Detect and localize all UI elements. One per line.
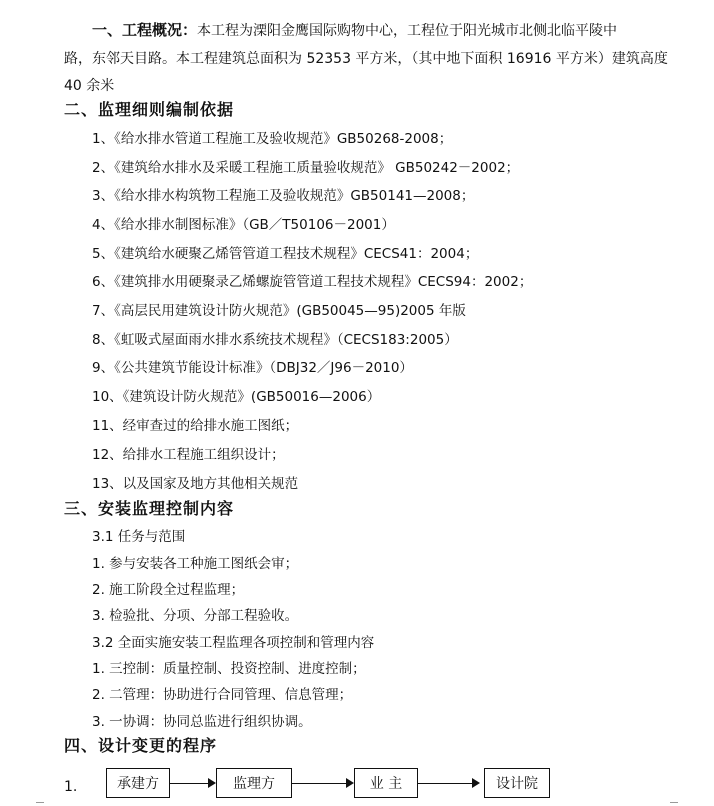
basis-item-1: 1、《给水排水管道工程施工及验收规范》GB50268-2008； <box>92 131 453 147</box>
basis-item-9: 9、《公共建筑节能设计标准》（DBJ32／J96－2010） <box>92 360 413 376</box>
flow-step-contractor: 承建方 <box>106 768 170 798</box>
basis-item-11: 11、经审查过的给排水施工图纸； <box>92 418 299 434</box>
page-corner-mark-left <box>36 802 44 803</box>
page-corner-mark-right <box>670 802 678 803</box>
basis-item-12: 12、给排水工程施工组织设计； <box>92 447 285 463</box>
control-item-3: 3. 一协调：协同总监进行组织协调。 <box>92 714 312 730</box>
basis-item-8: 8、《虹吸式屋面雨水排水系统技术规程》（CECS183:2005） <box>92 332 458 348</box>
overview-line-1 <box>92 20 617 41</box>
scope-item-2: 2. 施工阶段全过程监理； <box>92 582 245 598</box>
flow-arrowhead-1 <box>208 778 216 788</box>
flow-arrow-2 <box>292 783 352 784</box>
subsection-3-1-title: 3.1 任务与范围 <box>92 529 186 545</box>
basis-item-6: 6、《建筑排水用硬聚录乙烯螺旋管管道工程技术规程》CECS94：2002； <box>92 274 533 290</box>
flow-arrowhead-2 <box>346 778 354 788</box>
flow-step-supervisor: 监理方 <box>216 768 292 798</box>
flow-number: 1. <box>64 779 78 795</box>
control-item-1: 1. 三控制：质量控制、投资控制、进度控制； <box>92 661 366 677</box>
basis-item-13: 13、以及国家及地方其他相关规范 <box>92 476 299 492</box>
basis-item-2: 2、《建筑给水排水及采暖工程施工质量验收规范》 GB50242－2002； <box>92 160 520 176</box>
overview-title: 一、工程概况： <box>92 21 198 39</box>
basis-item-7: 7、《高层民用建筑设计防火规范》(GB50045—95)2005 年版 <box>92 303 466 319</box>
subsection-3-2-title: 3.2 全面实施安装工程监理各项控制和管理内容 <box>92 635 375 651</box>
scope-item-1: 1. 参与安装各工种施工图纸会审； <box>92 556 299 572</box>
section-2-heading: 二、监理细则编制依据 <box>64 100 235 119</box>
flow-step-design-institute: 设计院 <box>484 768 550 798</box>
overview-line-2: 路，东邻天目路。本工程建筑总面积为 52353 平方米，（其中地下面积 16916 平方米）建筑高度 <box>64 51 668 67</box>
flow-arrow-3 <box>418 783 478 784</box>
basis-item-5: 5、《建筑给水硬聚乙烯管管道工程技术规程》CECS41：2004； <box>92 246 479 262</box>
scope-item-3: 3. 检验批、分项、分部工程验收。 <box>92 608 299 624</box>
flow-step-owner: 业 主 <box>354 768 418 798</box>
control-item-2: 2. 二管理：协助进行合同管理、信息管理； <box>92 687 353 703</box>
basis-item-3: 3、《给水排水构筑物工程施工及验收规范》GB50141—2008； <box>92 188 475 204</box>
flow-arrowhead-3 <box>472 778 480 788</box>
basis-item-4: 4、《给水排水制图标准》（GB／T50106－2001） <box>92 217 395 233</box>
section-4-heading: 四、设计变更的程序 <box>64 736 218 755</box>
overview-line-3: 40 余米 <box>64 78 115 94</box>
overview-text-1: 本工程为溧阳金鹰国际购物中心，工程位于阳光城市北侧北临平陵中 <box>197 23 618 39</box>
basis-item-10: 10、《建筑设计防火规范》(GB50016—2006） <box>92 389 381 405</box>
section-3-heading: 三、安装监理控制内容 <box>64 499 235 518</box>
